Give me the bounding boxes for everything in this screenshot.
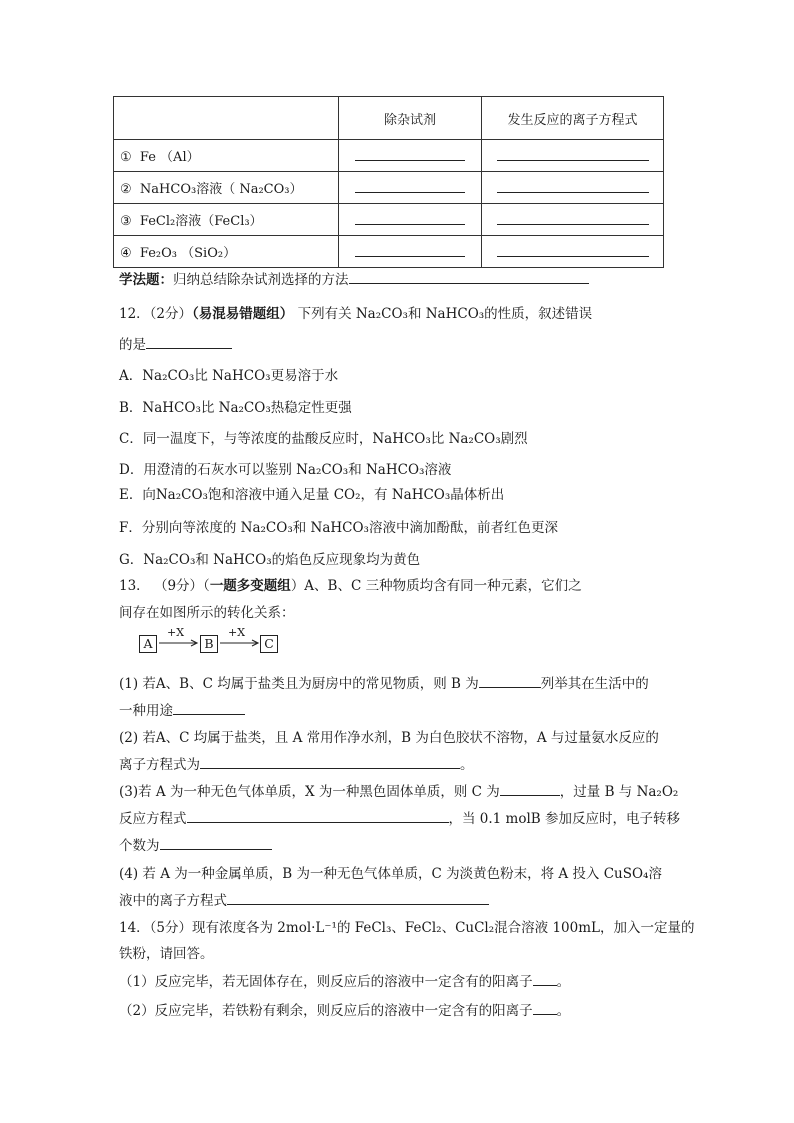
answer-blank[interactable]	[349, 270, 589, 284]
answer-blank[interactable]	[497, 178, 649, 193]
answer-blank[interactable]	[173, 701, 245, 715]
answer-blank[interactable]	[355, 210, 465, 225]
q13-part3-line2	[119, 807, 680, 827]
equation-blank-cell[interactable]	[482, 204, 664, 236]
method-question	[119, 268, 589, 288]
q13-part3-line3	[119, 834, 272, 854]
q14-stem: 14．（5分）现有浓度各为 2mol·L⁻¹的 FeCl₃、FeCl₂、CuCl₂混合溶液 100mL，加入一定量的	[119, 920, 695, 936]
q14-part1-text: 。	[556, 974, 571, 990]
q12-option-d: D．用澄清的石灰水可以鉴别 Na₂CO₃和 NaHCO₃溶液	[119, 462, 452, 478]
q13-part1-text: (1) 若A、B、C 均属于盐类且为厨房中的常见物质，则 B 为	[119, 676, 479, 692]
row-index: ②	[120, 182, 132, 197]
q13-part2-text: 。	[460, 757, 474, 773]
equation-blank-cell[interactable]	[482, 140, 664, 172]
answer-blank[interactable]	[500, 782, 560, 796]
row-index: ①	[120, 150, 132, 165]
q12-stem-text: 的是	[119, 337, 146, 353]
reagent-blank-cell[interactable]	[339, 140, 482, 172]
arrow-label: +X	[228, 626, 246, 639]
q13-part4-line2	[119, 889, 489, 909]
answer-blank[interactable]	[355, 178, 465, 193]
answer-blank[interactable]	[355, 146, 465, 161]
table-header-row	[114, 97, 664, 140]
q13-part2-text: 离子方程式为	[119, 757, 200, 773]
reagent-blank-cell[interactable]	[339, 172, 482, 204]
q13-part4-text: 液中的离子方程式	[119, 893, 227, 909]
q12-option-b: B．NaHCO₃比 Na₂CO₃热稳定性更强	[119, 400, 352, 416]
q13-part3-text: (3)若 A 为一种无色气体单质，X 为一种黑色固体单质，则 C 为	[119, 784, 500, 800]
row-index: ④	[120, 246, 132, 261]
table-row	[114, 236, 664, 268]
q14-stem-line2: 铁粉，请回答。	[119, 946, 214, 962]
table-row	[114, 140, 664, 172]
equation-blank-cell[interactable]	[482, 236, 664, 268]
equation-blank-cell[interactable]	[482, 172, 664, 204]
right-arrow-icon	[219, 632, 261, 656]
q12-stem-text: 下列有关 Na₂CO₃和 NaHCO₃的性质，叙述错误	[293, 306, 593, 322]
q13-part1-text: 一种用途	[119, 703, 173, 719]
answer-blank[interactable]	[187, 809, 449, 823]
node-a: A	[139, 635, 157, 653]
method-text: 归纳总结除杂试剂选择的方法	[173, 272, 349, 288]
q13-stem	[119, 574, 582, 594]
q14-part2-text: （2）反应完毕，若铁粉有剩余，则反应后的溶液中一定含有的阳离子	[119, 1003, 533, 1019]
row-substance-cell	[114, 140, 339, 172]
q13-group-tag: 一题多变题组	[209, 578, 291, 594]
arrow-label: +X	[167, 626, 185, 639]
q13-part1	[119, 672, 649, 692]
answer-blank[interactable]	[160, 836, 272, 850]
q13-number: 13． （9分）（	[119, 578, 210, 594]
q14-part1-text: （1）反应完毕，若无固体存在，则反应后的溶液中一定含有的阳离子	[119, 974, 533, 990]
table-header-cell	[114, 97, 339, 140]
answer-blank[interactable]	[497, 242, 649, 257]
q14-part2-text: 。	[556, 1003, 571, 1019]
node-c: C	[260, 635, 278, 653]
row-substance: Fe （Al）	[139, 150, 200, 165]
method-label: 学法题：	[119, 272, 173, 288]
table-row	[114, 172, 664, 204]
q13-part3-text: 反应方程式	[119, 811, 187, 827]
q12-number: 12．（2分）	[119, 306, 193, 322]
q13-stem-line2: 间存在如图所示的转化关系：	[119, 605, 295, 621]
q12-group-tag: （易混易错题组）	[192, 306, 294, 322]
q14-part2	[119, 999, 570, 1019]
q13-part3-text: 个数为	[119, 838, 160, 854]
row-substance: FeCl₂溶液（FeCl₃）	[139, 214, 263, 229]
q12-stem-line2	[119, 333, 232, 353]
reagent-blank-cell[interactable]	[339, 236, 482, 268]
table-row	[114, 204, 664, 236]
answer-blank[interactable]	[355, 242, 465, 257]
answer-blank[interactable]	[533, 972, 557, 986]
reagent-blank-cell[interactable]	[339, 204, 482, 236]
q13-part3	[119, 780, 678, 800]
answer-blank[interactable]	[227, 891, 489, 905]
q14-part1	[119, 970, 570, 990]
answer-blank[interactable]	[497, 146, 649, 161]
answer-blank[interactable]	[533, 1001, 557, 1015]
row-substance: NaHCO₃溶液（ Na₂CO₃）	[139, 182, 303, 197]
row-index: ③	[120, 214, 132, 229]
row-substance-cell	[114, 172, 339, 204]
q13-part2-line2	[119, 753, 474, 773]
impurity-removal-table	[113, 96, 664, 268]
right-arrow-icon	[158, 632, 200, 656]
q12-option-f: F．分别向等浓度的 Na₂CO₃和 NaHCO₃溶液中滴加酚酞，前者红色更深	[119, 520, 558, 536]
row-substance-cell	[114, 236, 339, 268]
q13-part3-text: ，过量 B 与 Na₂O₂	[559, 784, 679, 800]
q12-option-g: G．Na₂CO₃和 NaHCO₃的焰色反应现象均为黄色	[119, 552, 421, 568]
q13-part2: (2) 若A、C 均属于盐类，且 A 常用作净水剂，B 为白色胶状不溶物，A 与过量氨水反应的	[119, 730, 659, 746]
node-b: B	[200, 635, 218, 653]
q13-part1-line2	[119, 699, 245, 719]
answer-blank[interactable]	[200, 755, 460, 769]
q13-part1-text: 列举其在生活中的	[540, 676, 649, 692]
q13-stem-text: ）A、B、C 三种物质均含有同一种元素，它们之	[290, 578, 582, 594]
answer-blank[interactable]	[479, 674, 541, 688]
row-substance: Fe₂O₃ （SiO₂）	[139, 246, 237, 261]
q13-part4: (4) 若 A 为一种金属单质，B 为一种无色气体单质，C 为淡黄色粉末，将 A 投入 CuSO₄溶	[119, 866, 662, 882]
row-substance-cell	[114, 204, 339, 236]
q12-option-a: A．Na₂CO₃比 NaHCO₃更易溶于水	[119, 368, 339, 384]
table-header-equation: 发生反应的离子方程式	[482, 97, 664, 140]
table-header-reagent: 除杂试剂	[339, 97, 482, 140]
answer-blank[interactable]	[497, 210, 649, 225]
q13-part3-text: ，当 0.1 molB 参加反应时，电子转移	[448, 811, 681, 827]
q12-stem	[119, 302, 592, 322]
answer-blank[interactable]	[146, 335, 232, 349]
q12-option-e: E．向Na₂CO₃饱和溶液中通入足量 CO₂，有 NaHCO₃晶体析出	[119, 487, 505, 503]
q12-option-c: C．同一温度下，与等浓度的盐酸反应时，NaHCO₃比 Na₂CO₃剧烈	[119, 431, 528, 447]
